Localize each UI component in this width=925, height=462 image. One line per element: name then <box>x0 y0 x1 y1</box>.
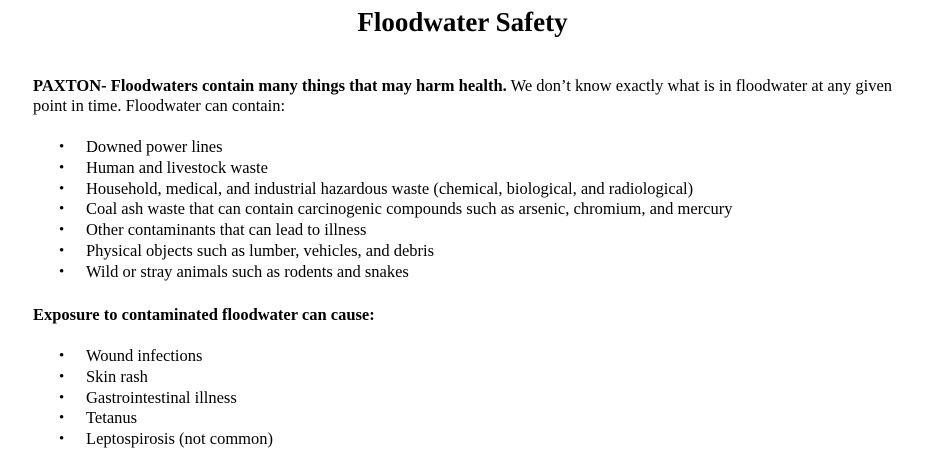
list-item-text: Gastrointestinal illness <box>86 387 237 407</box>
list-item-text: Human and livestock waste <box>86 157 268 177</box>
bullet-icon: • <box>59 431 65 448</box>
list-item-text: Physical objects such as lumber, vehicles, and debris <box>86 240 435 260</box>
list-item <box>33 429 893 450</box>
list-item <box>33 179 893 200</box>
bullet-icon: • <box>59 389 65 406</box>
list-item <box>33 199 893 220</box>
bullet-icon: • <box>59 410 65 427</box>
exposure-heading: Exposure to contaminated floodwater can cause: <box>33 305 375 324</box>
list-item <box>33 241 893 262</box>
list-item <box>33 262 893 283</box>
bullet-icon: • <box>59 159 65 176</box>
list-item-text: Other contaminants that can lead to illness <box>86 220 367 240</box>
list-item-text: Household, medical, and industrial hazardous waste (chemical, biological, and radiological) <box>86 178 694 198</box>
intro-lead: PAXTON- Floodwaters contain many things that may harm health. <box>33 76 507 95</box>
list-item-text: Downed power lines <box>86 137 223 156</box>
list-item <box>33 137 893 158</box>
intro-body: We don’t know exactly what is in floodwater at any given point in time. Floodwater can contain: <box>33 76 893 115</box>
list-item-text: Wound infections <box>86 346 203 365</box>
list-item-text: Coal ash waste that can contain carcinogenic compounds such as arsenic, chromium, and mercury <box>86 199 733 219</box>
bullet-icon: • <box>59 263 65 280</box>
bullet-icon: • <box>59 242 65 259</box>
list-item <box>33 388 893 409</box>
bullet-icon: • <box>59 222 65 239</box>
list-item-text: Leptospirosis (not common) <box>86 429 273 449</box>
bullet-icon: • <box>59 201 65 218</box>
list-item <box>33 367 893 388</box>
intro-paragraph <box>33 76 903 116</box>
list-item <box>33 346 893 367</box>
list-item-text: Tetanus <box>86 408 138 428</box>
exposure-effects-list <box>33 346 893 450</box>
list-item <box>33 220 893 241</box>
list-item <box>33 158 893 179</box>
bullet-icon: • <box>59 368 65 385</box>
list-item-text: Wild or stray animals such as rodents and snakes <box>86 261 409 281</box>
bullet-icon: • <box>59 180 65 197</box>
page-title: Floodwater Safety <box>357 7 568 37</box>
floodwater-contents-list <box>33 137 893 283</box>
bullet-icon: • <box>59 139 65 155</box>
list-item-text: Skin rash <box>86 366 148 386</box>
bullet-icon: • <box>59 348 65 364</box>
list-item <box>33 408 893 429</box>
